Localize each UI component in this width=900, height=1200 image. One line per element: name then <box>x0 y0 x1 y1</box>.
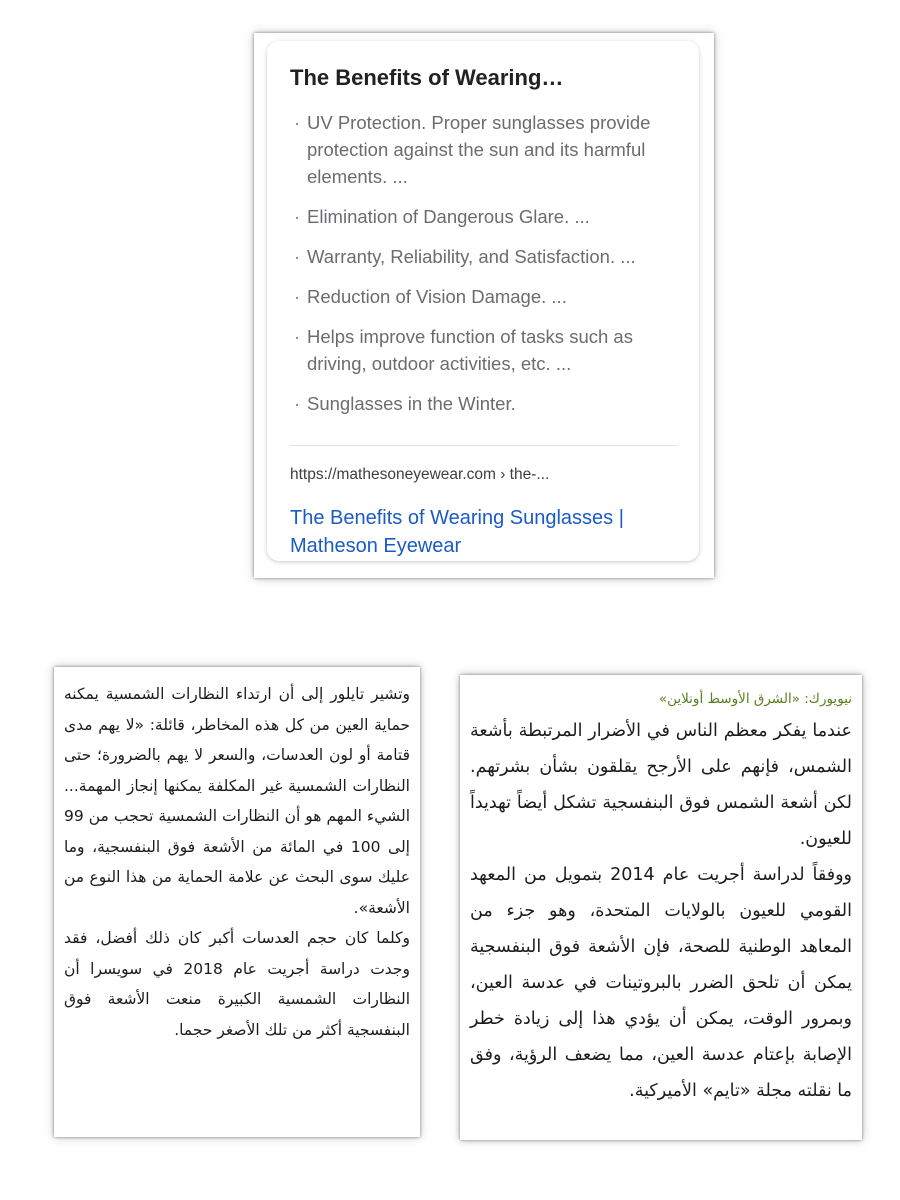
source-url: https://mathesoneyewear.com › the-... <box>290 466 550 483</box>
list-item: · Helps improve function of tasks such as driving, outdoor activities, etc. ... <box>290 323 677 377</box>
search-snippet-screenshot <box>254 33 714 578</box>
list-item: · Sunglasses in the Winter. <box>290 390 677 417</box>
list-item: · Elimination of Dangerous Glare. ... <box>290 203 677 230</box>
list-item: · UV Protection. Proper sunglasses provide protection against the sun and its harmful elements. ... <box>290 109 677 190</box>
article-text <box>470 713 852 1109</box>
list-item: · Reduction of Vision Damage. ... <box>290 283 677 310</box>
article-text <box>64 679 410 1045</box>
article-paragraph: ووفقاً لدراسة أجريت عام 2014 بتمويل من المعهد القومي للعيون بالولايات المتحدة، وهو جزء من المعاهد الوطنية للصحة، فإن الأشعة فوق البنفسجية يمكن أن تلحق الضرر بالبروتينات في عدسة العين، وبمرور الوقت، يمكن أن يؤدي هذا إلى زيادة خطر الإصابة بإعتام عدسة العين، مما يضعف الرؤية، وفق ما نقلته مجلة «تايم» الأميركية. <box>470 865 853 1101</box>
article-paragraph: عندما يفكر معظم الناس في الأضرار المرتبطة بأشعة الشمس، فإنهم على الأرجح يقلقون بشأن بشرتهم. لكن أشعة الشمس فوق البنفسجية تشكل أيضاً تهديداً للعيون. <box>470 721 852 849</box>
benefits-list <box>290 109 677 417</box>
search-result-card <box>267 41 699 561</box>
list-item: · Warranty, Reliability, and Satisfaction. ... <box>290 243 677 270</box>
article-paragraph: وتشير تايلور إلى أن ارتداء النظارات الشمسية يمكنه حماية العين من كل هذه المخاطر، قائلة: «لا يهم مدى قتامة أو لون العدسات، والسعر لا يهم بالضرورة؛ حتى النظارات الشمسية غير المكلفة يمكنها إنجاز المهمة... الشيء المهم هو أن النظارات الشمسية تحجب من 99 إلى 100 في المائة من الأشعة فوق البنفسجية، وما عليك سوى البحث عن علامة الحماية من هذا النوع من الأشعة». <box>64 685 410 917</box>
divider <box>290 445 677 446</box>
article-paragraph: وكلما كان حجم العدسات أكبر كان ذلك أفضل، فقد وجدت دراسة أجريت عام 2018 في سويسرا أن النظارات الشمسية الكبيرة منعت الأشعة فوق البنفسجية أكثر من تلك الأصغر حجما. <box>64 929 410 1039</box>
dateline: نيويورك: «الشرق الأوسط أونلاين» <box>658 691 852 707</box>
source-title-link[interactable]: The Benefits of Wearing Sunglasses | Matheson Eyewear <box>290 507 624 557</box>
article-clipping-right <box>460 675 862 1140</box>
article-clipping-left <box>54 667 420 1137</box>
card-title: The Benefits of Wearing… <box>290 65 564 90</box>
